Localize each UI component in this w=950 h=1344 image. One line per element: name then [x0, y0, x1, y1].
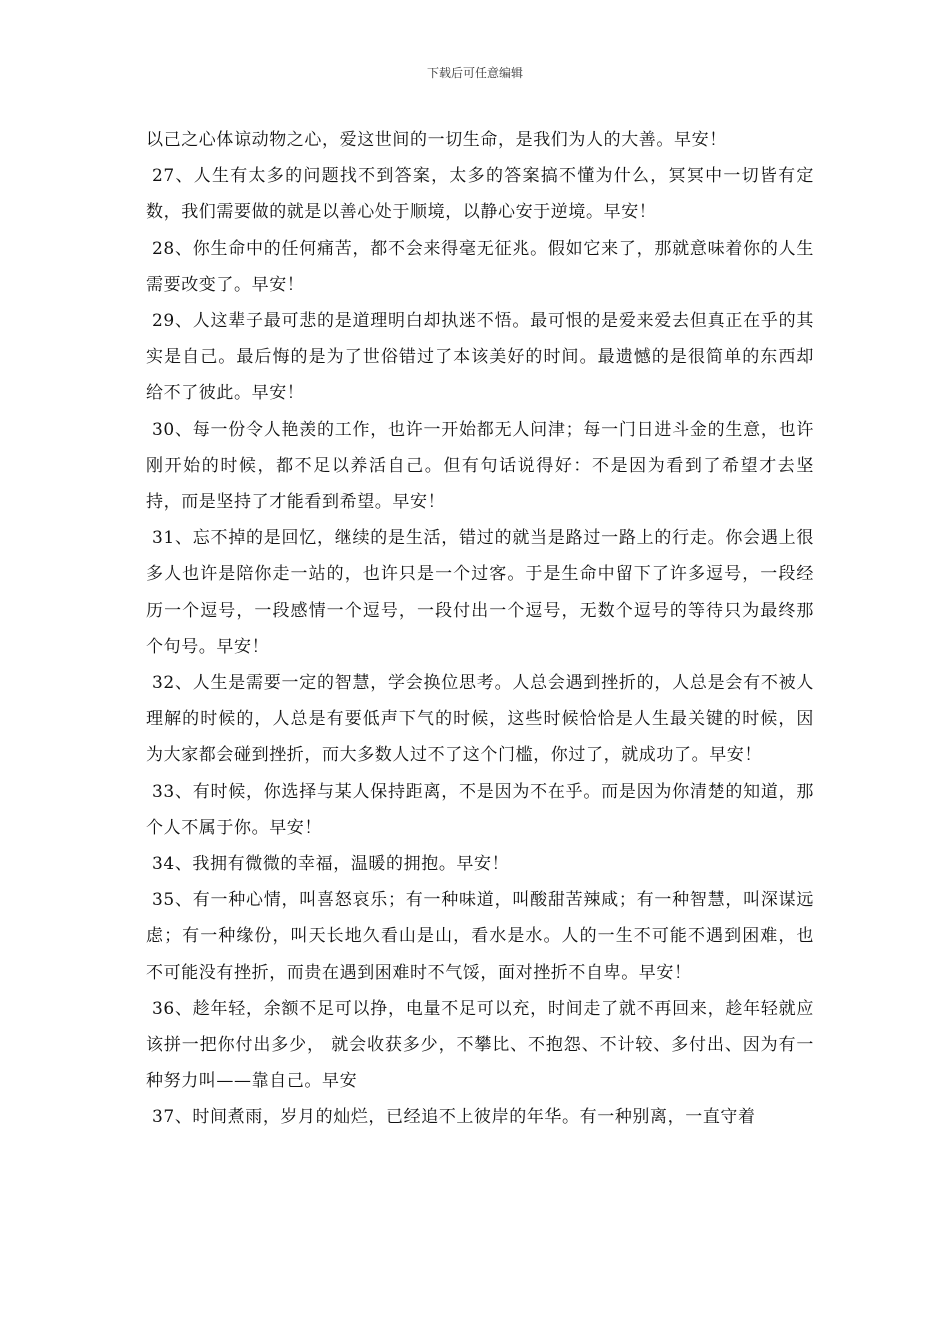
paragraph-27: 27、人生有太多的问题找不到答案，太多的答案搞不懂为什么，冥冥中一切皆有定数，我们需要做的就是以善心处于顺境，以静心安于逆境。早安！	[146, 166, 814, 223]
document-body	[146, 122, 814, 1136]
paragraph-30: 30、每一份令人艳羡的工作，也许一开始都无人问津；每一门日进斗金的生意，也许刚开始的时候，都不足以养活自己。但有句话说得好：不是因为看到了希望才去坚持，而是坚持了才能看到希望。早安！	[146, 419, 814, 513]
paragraph-31: 31、忘不掉的是回忆，继续的是生活，错过的就当是路过一路上的行走。你会遇上很多人也许是陪你走一站的，也许只是一个过客。于是生命中留下了许多逗号，一段经历一个逗号，一段感情一个逗号，一段付出一个逗号，无数个逗号的等待只为最终那个句号。早安！	[146, 528, 814, 657]
paragraph-34: 34、我拥有微微的幸福，温暖的拥抱。早安！	[152, 854, 510, 875]
paragraph-26-tail: 以己之心体谅动物之心，爱这世间的一切生命，是我们为人的大善。早安！	[146, 130, 727, 150]
paragraph-35: 35、有一种心情，叫喜怒哀乐；有一种味道，叫酸甜苦辣咸；有一种智慧，叫深谋远虑；有一种缘份，叫天长地久看山是山，看水是水。人的一生不可能不遇到困难，也不可能没有挫折，而贵在遇到困难时不气馁，面对挫折不自卑。早安！	[146, 890, 814, 983]
paragraph-28: 28、你生命中的任何痛苦，都不会来得毫无征兆。假如它来了，那就意味着你的人生需要改变了。早安！	[146, 238, 814, 295]
page-header: 下载后可任意编辑	[426, 66, 523, 80]
paragraph-32: 32、人生是需要一定的智慧，学会换位思考。人总会遇到挫折的，人总是会有不被人理解的时候的，人总是有要低声下气的时候，这些时候恰恰是人生最关键的时候，因为大家都会碰到挫折，而大多数人过不了这个门槛，你过了，就成功了。早安！	[146, 673, 814, 766]
paragraph-37: 37、时间煮雨，岁月的灿烂，已经追不上彼岸的年华。有一种别离，一直守着	[152, 1107, 756, 1128]
paragraph-29: 29、人这辈子最可悲的是道理明白却执迷不悟。最可恨的是爱来爱去但真正在乎的其实是自己。最后悔的是为了世俗错过了本该美好的时间。最遗憾的是很简单的东西却给不了彼此。早安！	[146, 311, 814, 404]
paragraph-36: 36、趁年轻，余额不足可以挣，电量不足可以充，时间走了就不再回来，趁年轻就应该拼一把你付出多少， 就会收获多少，不攀比、不抱怨、不计较、多付出、因为有一种努力叫——靠自己。早安	[146, 998, 814, 1092]
paragraph-33: 33、有时候，你选择与某人保持距离，不是因为不在乎。而是因为你清楚的知道，那个人不属于你。早安！	[146, 781, 814, 838]
